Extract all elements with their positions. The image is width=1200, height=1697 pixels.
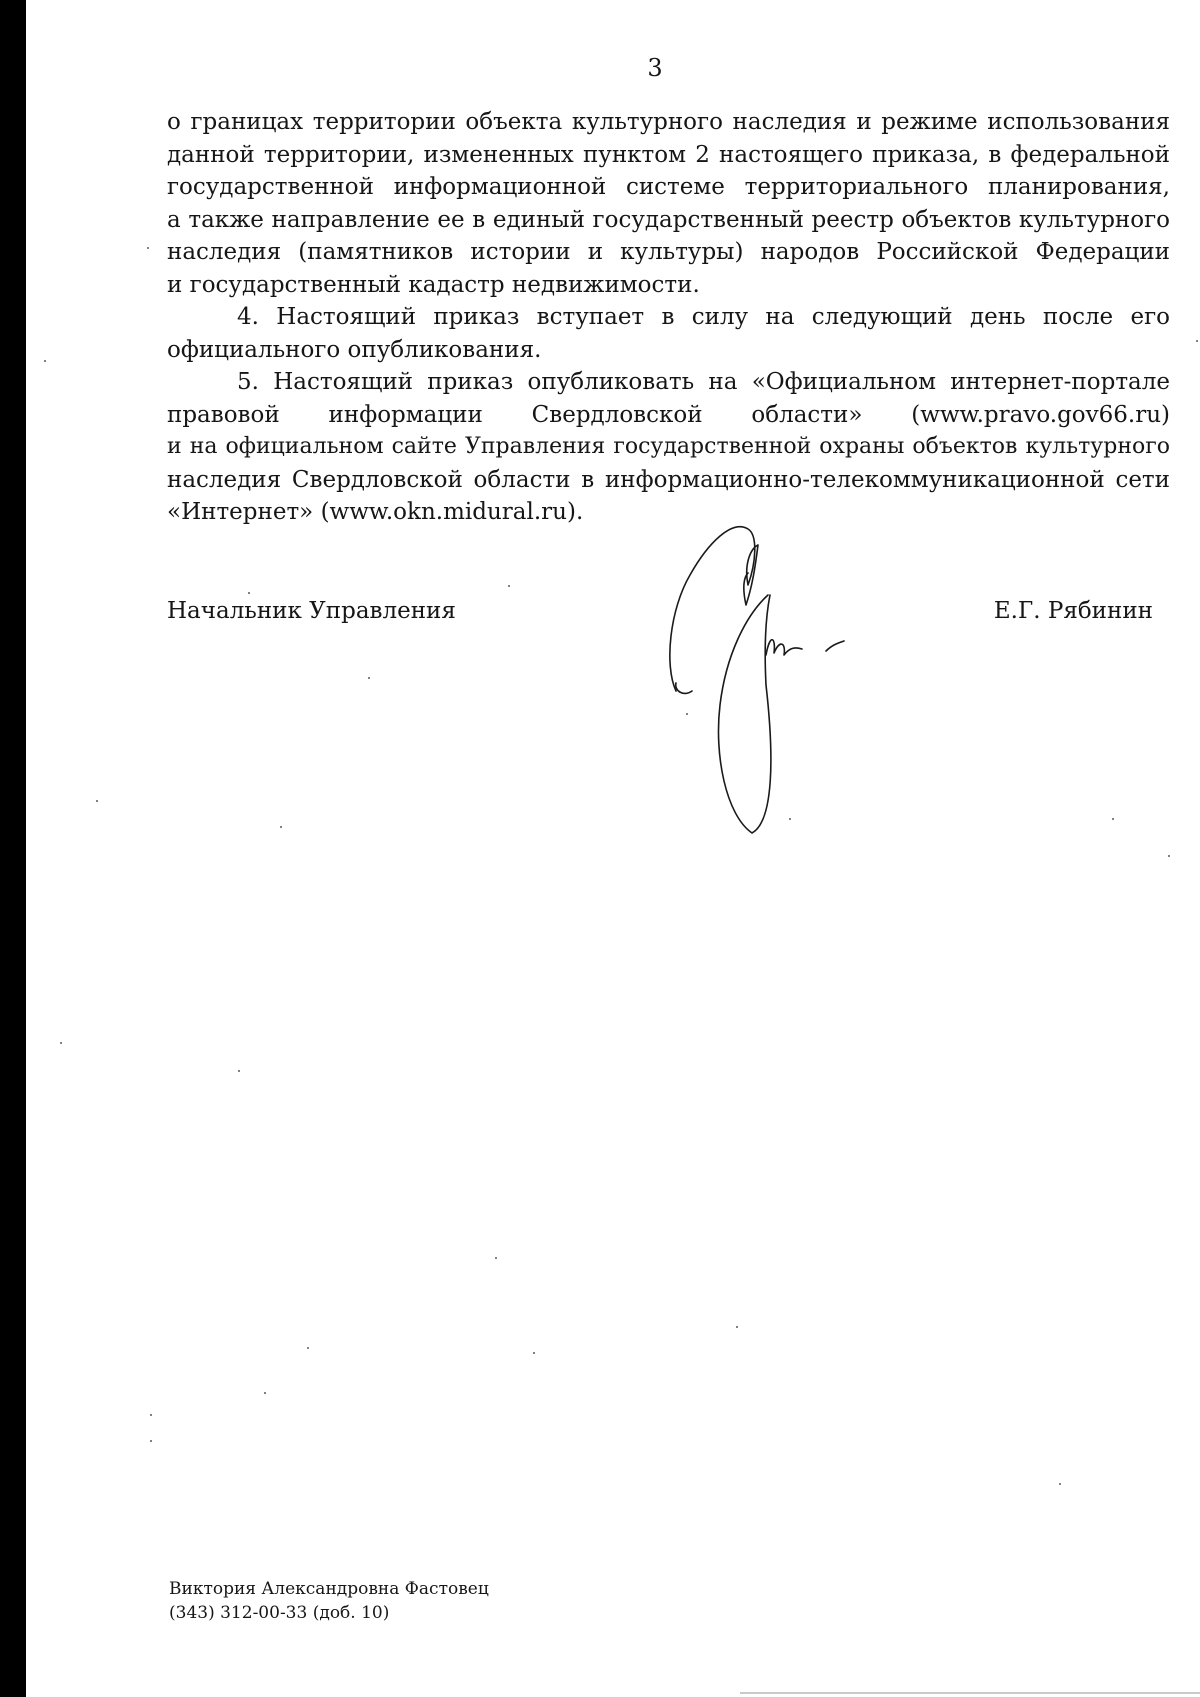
body-line: государственной информационной системе территориального планирования, [167, 174, 1170, 200]
body-text [167, 106, 1170, 529]
paragraph-4-line: 4. Настоящий приказ вступает в силу на следующий день после его [237, 304, 1170, 330]
scan-speck [495, 1257, 497, 1259]
signature-flourish [766, 640, 802, 655]
paragraph-5-line: правовой информации Свердловской области» (www.pravo.gov66.ru) [167, 401, 1170, 428]
scan-speck [1059, 1483, 1061, 1485]
position-title: Начальник Управления [167, 598, 456, 624]
scan-speck [248, 592, 250, 594]
handwritten-signature [662, 515, 882, 835]
scan-speck [147, 247, 149, 249]
scan-speck [44, 360, 46, 362]
paragraph-5-line: наследия Свердловской области в информационно-телекоммуникационной сети [167, 466, 1170, 493]
scan-speck [686, 713, 688, 715]
scan-speck [1168, 855, 1170, 857]
scan-speck [150, 1440, 152, 1442]
page-number: 3 [647, 54, 663, 82]
executor-phone: (343) 312-00-33 (доб. 10) [169, 1603, 390, 1623]
scan-speck [96, 800, 98, 802]
signature-block [167, 594, 1153, 628]
scan-speck [533, 1352, 535, 1354]
body-line: данной территории, измененных пунктом 2 настоящего приказа, в федеральной [167, 141, 1170, 168]
signature-dash [826, 641, 844, 651]
body-line: о границах территории объекта культурного наследия и режиме использования [167, 109, 1170, 135]
paragraph-5-line: «Интернет» (www.okn.midural.ru). [167, 499, 584, 525]
scan-speck [264, 1392, 266, 1394]
scan-speck [238, 1070, 240, 1072]
paragraph-5-line: 5. Настоящий приказ опубликовать на «Официальном интернет-портале [237, 369, 1170, 395]
scan-speck [1196, 340, 1198, 342]
executor-name: Виктория Александровна Фастовец [169, 1579, 489, 1599]
scan-speck [60, 1042, 62, 1044]
executor-block [169, 1577, 489, 1625]
body-line: и государственный кадастр недвижимости. [167, 271, 700, 298]
scan-speck [307, 1347, 309, 1349]
paragraph-4-line: официального опубликования. [167, 336, 542, 363]
signer-name: Е.Г. Рябинин [993, 598, 1153, 624]
scan-speck [368, 677, 370, 679]
signature-lower-loop [676, 595, 771, 833]
scan-bottom-edge [740, 1692, 1200, 1694]
scan-edge [0, 0, 26, 1697]
signature-outer-loop [670, 527, 758, 691]
scan-speck [736, 1326, 738, 1328]
scan-speck [150, 1414, 152, 1416]
scan-speck [1112, 818, 1114, 820]
scan-speck [789, 818, 791, 820]
scan-speck [508, 585, 510, 587]
body-line: а также направление ее в единый государственный реестр объектов культурного [167, 206, 1170, 233]
paragraph-5-line: и на официальном сайте Управления государственной охраны объектов культурного [167, 434, 1170, 459]
body-line: наследия (памятников истории и культуры) народов Российской Федерации [167, 239, 1170, 265]
scan-speck [280, 826, 282, 828]
